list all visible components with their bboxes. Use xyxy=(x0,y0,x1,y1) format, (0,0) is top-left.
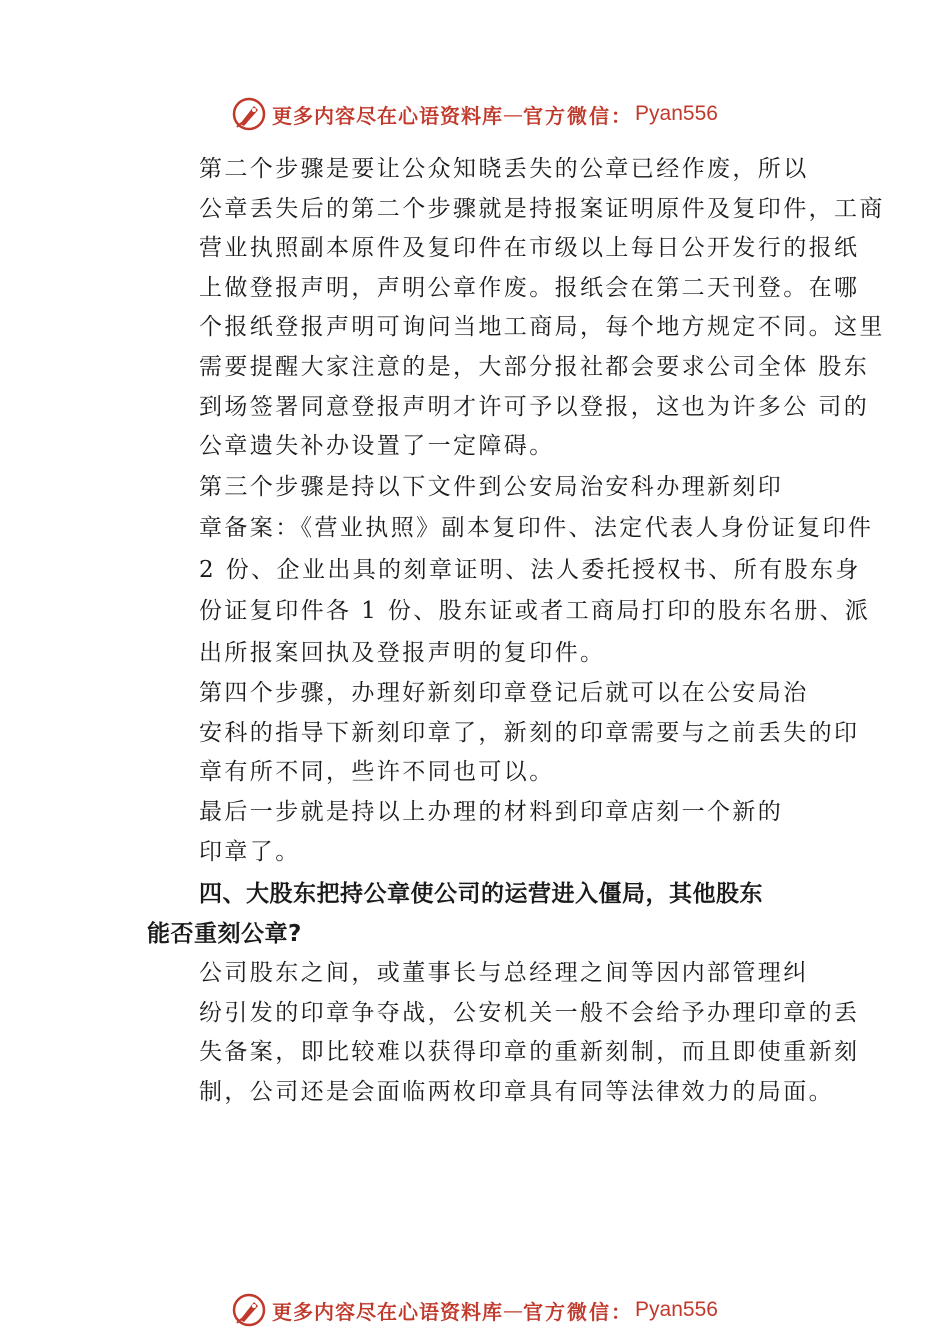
text-line: 安科的指导下新刻印章了，新刻的印章需要与之前丢失的印 xyxy=(199,719,860,746)
document-body xyxy=(147,150,885,1113)
text-line: 印章了。 xyxy=(199,838,301,865)
header-wechat-id: Pyan556 xyxy=(635,102,718,125)
footer-dash: — xyxy=(503,1298,524,1322)
text-line: 最后一步就是持以上办理的材料到印章店刻一个新的 xyxy=(199,799,784,826)
footer-wechat-id: Pyan556 xyxy=(635,1298,718,1321)
pen-nib-logo-icon xyxy=(232,1293,266,1327)
text-line: 到场签署同意登报声明才许可予以登报，这也为许多公 司的 xyxy=(199,393,870,420)
header-banner xyxy=(0,94,950,134)
footer-banner xyxy=(0,1290,950,1330)
footer-official-label: 官方微信： xyxy=(523,1299,634,1324)
text-line: 公章遗失补办设置了一定障碍。 xyxy=(199,433,555,460)
text-line: 2 份、企业出具的刻章证明、法人委托授权书、所有股东身 xyxy=(199,556,861,583)
paragraph-final-step xyxy=(147,793,837,872)
text-line: 纷引发的印章争夺战，公安机关一般不会给予办理印章的丢 xyxy=(199,999,860,1026)
paragraph-step-two xyxy=(147,150,885,467)
text-line: 需要提醒大家注意的是，大部分报社都会要求公司全体 股东 xyxy=(199,353,870,380)
text-line: 营业执照副本原件及复印件在市级以上每日公开发行的报纸 xyxy=(199,235,860,262)
section-heading-four xyxy=(147,874,837,954)
text-line: 章备案：《营业执照》副本复印件、法定代表人身份证复印件 xyxy=(199,515,874,542)
text-line: 出所报案回执及登报声明的复印件。 xyxy=(199,639,606,666)
text-line: 上做登报声明，声明公章作废。报纸会在第二天刊登。在哪 xyxy=(199,274,860,301)
text-line: 公司股东之间，或董事长与总经理之间等因内部管理纠 xyxy=(199,960,809,987)
heading-line: 四、大股东把持公章使公司的运营进入僵局，其他股东 xyxy=(199,881,763,908)
header-dash: — xyxy=(503,102,524,126)
paragraph-dispute xyxy=(147,954,860,1112)
heading-line: 能否重刻公章? xyxy=(147,921,302,948)
text-line: 第四个步骤，办理好新刻印章登记后就可以在公安局治 xyxy=(199,680,809,707)
header-brand-text: 更多内容尽在心语资料库 xyxy=(272,103,504,128)
footer-brand-text: 更多内容尽在心语资料库 xyxy=(272,1299,504,1324)
text-line: 失备案，即比较难以获得印章的重新刻制，而且即使重新刻 xyxy=(199,1039,860,1066)
text-line: 份证复印件各 1 份、股东证或者工商局打印的股东名册、派 xyxy=(199,598,871,625)
text-line: 公章丢失后的第二个步骤就是持报案证明原件及复印件，工商 xyxy=(199,195,885,222)
pen-nib-logo-icon xyxy=(232,97,266,131)
text-line: 章有所不同，些许不同也可以。 xyxy=(199,759,555,786)
text-line: 第三个步骤是持以下文件到公安局治安科办理新刻印 xyxy=(199,473,784,500)
text-line: 个报纸登报声明可询问当地工商局，每个地方规定不同。这里 xyxy=(199,314,885,341)
text-line: 制，公司还是会面临两枚印章具有同等法律效力的局面。 xyxy=(199,1079,834,1105)
header-official-label: 官方微信： xyxy=(523,103,634,128)
text-line: 第二个步骤是要让公众知晓丢失的公章已经作废，所以 xyxy=(199,156,809,182)
paragraph-step-four xyxy=(147,674,860,793)
paragraph-step-three xyxy=(147,467,874,675)
